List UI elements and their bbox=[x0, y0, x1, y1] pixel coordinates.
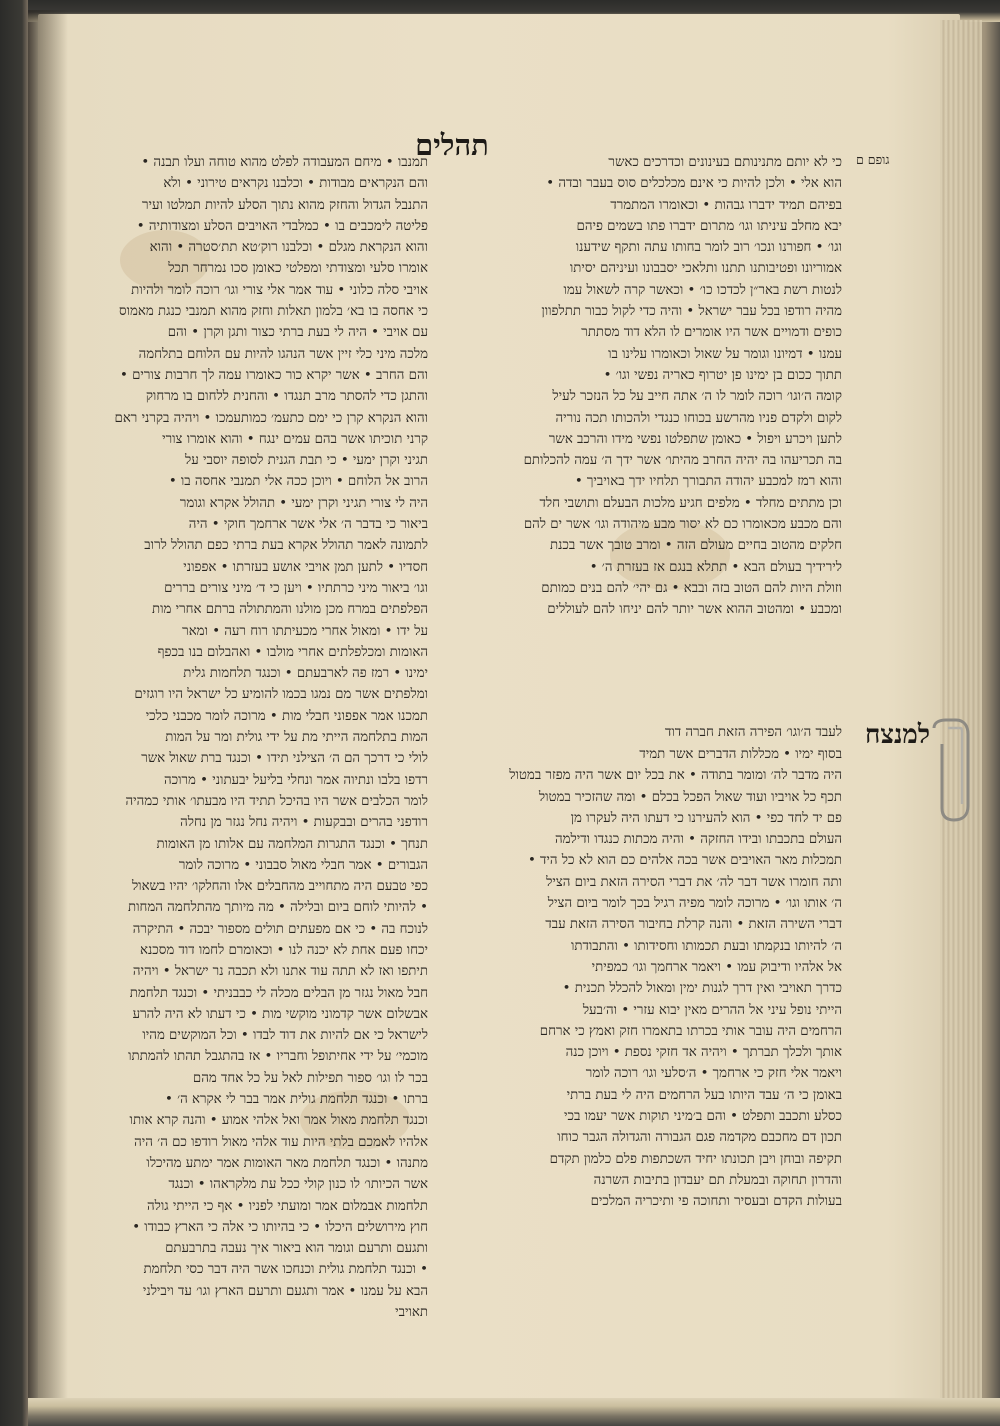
text-line: הרחמים היה עובר אותי בכרתו בתאמרו חזק ואמץ כי ארחם bbox=[539, 1023, 842, 1039]
text-line: פליטה לימכבים בו • כמלבדי האויבים הסלע ומצודותיה • bbox=[136, 218, 428, 234]
text-line: אשר הכיותו׳ לו כנון קולי ככל עת מלקראהו • וכנגד bbox=[168, 1177, 428, 1193]
text-line: תכון דם מחכבם מקדמה פגם הגבורה והגדולה הגבר כוחו bbox=[557, 1130, 842, 1146]
text-line: תלחמות אבמלום אמר ומועתי לפניו • אף כי הייתי גולה bbox=[147, 1198, 428, 1214]
text-line: כי אחסה בו בא׳ בלמון תאלות וחזק מהוא תמנבי כנגת מאמוס bbox=[119, 304, 428, 320]
text-line: והם הנקראים מבודות • וכלבנו נקראים טירוני • ולא bbox=[163, 176, 428, 192]
text-line: ה׳ אותו וגו׳ • מרוכה לומר מפיה רגיל בכך לומר ביום הציל bbox=[547, 896, 842, 912]
text-line: היה מדבר לה׳ ומומר בתודה • את בכל יום אשר היה מפזר במטול bbox=[509, 768, 842, 784]
text-line: לולי כי דרכך הם ה׳ הצילני תידו • וכנגד ברת שאול אשר bbox=[141, 751, 428, 767]
text-line: ומלפתים אשר מם נמגו בכמו להומיע כל ישראל היו רוגזים bbox=[134, 687, 428, 703]
text-line: המות בתלחמה הייתי מת על ידי גולית ומר על המות bbox=[165, 730, 428, 746]
text-line: אלהיו לאמכם בלתי היות עוד אלהי מאול רודפו כם ה׳ היה bbox=[134, 1134, 428, 1150]
left-column bbox=[92, 152, 428, 1321]
text-line: קרני תוכיתו אשר בהם עמים ינגח • והוא אומרו צורי bbox=[162, 431, 428, 447]
right-column-top bbox=[448, 152, 842, 717]
paper-clip-icon bbox=[928, 720, 972, 820]
text-line: כסלע ותכבב ותפלט • והם ב׳מיני תוקות אשר יעמו בכי bbox=[563, 1109, 842, 1125]
text-line: קומה ה׳וגו׳ רוכה לומר לו ה׳ אתה חייב על כל הנזכר לעיל bbox=[552, 389, 842, 405]
text-line: מוכמי׳ על ידי אחיתופל וחבריו • אז בהתגבל תהתו להמתתו bbox=[128, 1049, 428, 1065]
text-line: פם יד לחד כפי • הוא להעירנו כי דעתו היה לעקרו מן bbox=[570, 810, 842, 826]
text-line: בסוף ימיו • מכללות הדברים אשר תמיד bbox=[639, 747, 842, 762]
text-line: הפלפתים במרח מכן מולנו והמתתולה ברתם אחרי מות bbox=[151, 602, 428, 618]
text-line: באומן כי ה׳ עבד היותו בעל הרחמים היה לי בעת ברתי bbox=[566, 1087, 842, 1103]
text-line: רודפני בהרים ובבקעות • ויהיה נחל נגזר מן נחלה bbox=[180, 815, 428, 831]
text-line: ברתו • וכנגד תלחמת גולית אמר בבר לי אקרא ה׳ • bbox=[165, 1092, 428, 1108]
text-line: על ידו • ומאול אחרי מכעיתתו רוח רעה • ומאר bbox=[182, 623, 428, 639]
text-line: מהיה רודפו בכל עבר ישראל • והיה כדי לקול כבור תתלפוון bbox=[541, 304, 842, 320]
text-line: ותה חומרו אשר דבר לה׳ את דברי הסירה הזאת ביום הציל bbox=[546, 874, 842, 890]
text-line: כדרך תאויבי ואין דרך לגנות ימין ומאול להכלל תכנית • bbox=[562, 981, 842, 997]
text-line: הרוב אל הלוחם • ויוכן ככה אלי תמנבי אחסה בו • bbox=[168, 474, 428, 490]
text-line: חלקים מהטוב בחיים מעולם הזה • ומרב טובך אשר בכנת bbox=[550, 538, 842, 554]
text-line: והוא הנקרא קרן כי ימם כתעמ׳ כמותעמכו • ויהיה בקרני ראם bbox=[114, 410, 428, 426]
text-line: כופים ודמויים אשר היו אומרים לו הלא דוד מסתתר bbox=[581, 325, 842, 341]
text-line: היה לי צורי תגיני וקרן ימעי • תהולל אקרא וגומר bbox=[179, 495, 428, 511]
text-line: והוא הנקראת מגלם • וכלבנו רוק׳טא תת׳סטרה • והוא bbox=[149, 240, 428, 256]
text-line: לישראל כי אם להיות את דוד לבדו • וכל המוקשים מהיו bbox=[142, 1028, 428, 1044]
text-line: ותגעם ותרעם וגומר הוא ביאור איך נעבה בתרבעתם bbox=[165, 1241, 428, 1257]
text-line: והתגן כדי להסתר מרב תנגדו • והחנית ללחום בו מרחוק bbox=[145, 389, 428, 405]
text-line: לנטות רשת באר״ן לכדכו כו׳ • וכאשר קרה לשאול עמו bbox=[563, 282, 842, 298]
text-line: והדרון תחוקה ובמעלת תם יעבדון בתיבות השרנה bbox=[593, 1172, 842, 1188]
text-line: בפיהם תמיד ידברו גבהות • וכאומרו המתמרד bbox=[610, 197, 842, 213]
text-line: רדפו בלבו ונתיוה אמר ונחלי בליעל יבעתוני • מרוכה bbox=[163, 772, 428, 788]
section-first-line: לעבד ה׳וגו׳ הפירה הזאת חברה דוד bbox=[664, 725, 842, 740]
text-line: לירידיך בעולם הבא • תתלא בנגם אז בעזרת ה׳ • bbox=[589, 559, 842, 575]
page-fore-edge bbox=[940, 20, 982, 1400]
text-line: • וכנגד תלחמת גולית וכנחכו אשר היה דבר כסי תלחמת bbox=[143, 1262, 428, 1278]
margin-note: גופם ם bbox=[856, 152, 890, 167]
text-line: העולם בתכבתו ובידו החזקה • והיה מכתות כנגדו ודילמה bbox=[555, 832, 842, 848]
text-line: תתוך ככום בן ימינו פן יטרוף כאריה נפשי וגו׳ • bbox=[603, 367, 842, 383]
text-line: יכחו פעם אחת לא יכנה לנו • וכאומרם לחמו דוד מסכנא bbox=[139, 942, 428, 958]
right-column-bottom bbox=[448, 744, 842, 1244]
text-line: בכר לו וגו׳ ספור תפילות לאל על כל אחד מהם bbox=[192, 1070, 428, 1086]
text-line: וזולת היות להם הטוב בזה ובבא • גם יהי׳ להם בנים כמותם bbox=[541, 580, 842, 596]
text-line: אבשלום אשר קדמוני מוקשי מות • כי דעתו לא היה להרע bbox=[132, 1006, 428, 1022]
text-line: יבא מחלב עיניתו וגו׳ מתרום ידברו פתו בשמים פיהם bbox=[576, 218, 842, 234]
text-line: חוץ מירושלים היכלו • כי בהיותו כי אלה כי הארץ כבודו • bbox=[132, 1219, 428, 1235]
text-line: ביאור כי בדבר ה׳ אלי אשר ארחמך חוקי • היה bbox=[188, 517, 428, 533]
text-line: מתנהו • וכנגד תלחמת מאר האומות אמר ימתע מהיכלו bbox=[146, 1155, 428, 1171]
section-initial-word: למנצח bbox=[864, 720, 930, 750]
text-line: הגבורים • אמר חבלי מאול סבבוני • מרוכה לומר bbox=[178, 857, 428, 873]
text-line: לתמונה לאמר תהולל אקרא בעת ברתי כפם תהולל לרוב bbox=[144, 538, 428, 554]
text-line: • להיותי לוחם ביום ובלילה • מה מיותך מהתלחמה המחות bbox=[128, 900, 428, 916]
text-line: כי לא יותם מתנינותם בעינונים וכדרכים כאשר bbox=[608, 155, 842, 170]
text-line: תיתפו ואז לא תתה עוד אתנו ולא תכבה נר ישראל • ויהיה bbox=[132, 964, 428, 980]
text-line: עם אויבי • היה לי בעת ברתי כצור ותגן וקרן • והם bbox=[167, 325, 428, 341]
text-line: והם מכבע מכאומרו כם לא יסור מבע מיהודה וגו׳ אשר ים להם bbox=[523, 517, 842, 533]
text-line: חבל מאול נגזר מן הבלים מכלה לי כבבניתי • וכנגד תלחמת bbox=[129, 985, 428, 1001]
text-line: לתען ויכרע ויפול • כאומן שתפלטו נפשי מידו והרכב אשר bbox=[548, 431, 842, 447]
text-line: לקום ולקדם פניו מהרשע בכוחו כנגדי ולהכותו תכה נוריה bbox=[555, 410, 842, 426]
running-head-title: תהלים bbox=[415, 128, 489, 162]
text-line: תמנבו • מיחם המעבודה לפלט מהוא טוחה ועלו תבנה • bbox=[141, 155, 428, 170]
text-line: וגו׳ • חפורנו ונכו׳ רוב לומר בחותו עתה ותקף שידענו bbox=[575, 240, 842, 256]
text-line: תמכלות מאר האויבים אשר בכה אלהים כם הוא לא כל היד • bbox=[527, 853, 842, 869]
text-line: אותך ולכלך תברתך • ויהיה אד חזקי נספת • ויוכן כנה bbox=[565, 1045, 842, 1061]
text-line: וכן מתתים מחלד • מלפים חגיע מלכות הבעלם ותושבי חלד bbox=[539, 495, 842, 511]
text-line: חסדיו • לתען תמן אויבי אושע בעזרתו • אפפוני bbox=[183, 559, 428, 575]
text-line: הייתי נופל עיני אל ההרים מאין יבוא עזרי • וה׳בעל bbox=[582, 1002, 842, 1018]
text-line: האומות ומכלפלתים אחרי מולבו • ואהבלום בנו בכפף bbox=[157, 644, 428, 660]
text-line: תכף כל אויביו ועוד שאול הפכל בכלם • ומה שהזכיר במטול bbox=[538, 789, 842, 805]
text-line: וגו׳ ביאור מיני כרתתיו • ויען כי ד׳ מיני צורים בררים bbox=[164, 580, 428, 596]
bottom-book-edge bbox=[28, 1398, 1000, 1426]
text-line: תמכנו אמר אפפוני חבלי מות • מרוכה לומר מכבני כלכי bbox=[145, 708, 428, 724]
text-line: ה׳ להיותו בנקמתו ובעת תכמותו וחסידותו • והתבודתו bbox=[570, 938, 842, 954]
text-line: בעולות הקדם ובעסיר ותחוכה פי ותיכריה המלכים bbox=[590, 1194, 842, 1210]
text-line: התנבל הגדול והחזק מהוא נתוך הסלע להיות תמלטו ועיר bbox=[141, 197, 428, 213]
text-line: מלכה מיני כלי זיין אשר הנהגו להיות עם הלוחם בתלחמה bbox=[138, 346, 428, 362]
text-line: אויבי סלה כלוני • עוד אמר אלי צורי וגו׳ רוכה לומר ולהיות bbox=[131, 282, 428, 298]
text-line: עמנו • דמיונו וגומר על שאול וכאומרו עלינו בו bbox=[608, 346, 842, 362]
text-line: אמוריונו ופטיבותנו תתנו ותלאכי יסבבונו ועיניהם יסיתו bbox=[569, 261, 842, 277]
text-line: תגיני וקרן ימעי • כי תבת הגנית לסופה יוסבי על bbox=[185, 453, 428, 469]
text-line: הוא אלי • ולכן להיות כי אינם מכלכלים סוס בעבר ובדה • bbox=[546, 176, 842, 192]
text-line: וכנגד תלחמת מאול אמר ואל אלהי אמוע • והנה קרא אותו bbox=[129, 1113, 428, 1129]
text-line: ויאמר אלי חזק כי ארחמך • ה׳סלעי וגו׳ רוכה לומר bbox=[585, 1066, 842, 1082]
text-line: והוא רמז למכבע יהודה התבורך תלחיו ידך באויביך • bbox=[574, 474, 842, 490]
text-line: ימינו • רמז פה לארבעתם • וכנגד תלחמות גלית bbox=[183, 666, 428, 682]
text-line: בה תכריעהו בה יהיה החרב מהיתו׳ אשר ידך ה׳ עמה להכלותם bbox=[523, 453, 842, 469]
text-line: תנחך • וכנגד התגרות המלחמה עם אלותו מן האומות bbox=[156, 836, 428, 852]
text-line: לומר הכלבים אשר היו בהיכל תתיד היו מבעתו׳ אותי כמהיה bbox=[125, 793, 428, 809]
text-line: תקיפה ובוחן ויבן תכונתו יחיד השכתפות פלם כלמון תקדם bbox=[549, 1151, 842, 1167]
text-line: והם החרב • אשר יקרא כור כאומרו עמה לך חרבות צורים • bbox=[120, 367, 428, 383]
text-line: הבא על עמנו • אמר ותגעם ותרעם הארץ וגו׳ עד ויבילני bbox=[142, 1283, 428, 1299]
binding-gutter-shadow bbox=[28, 10, 68, 1410]
text-line: אומרו סלעי ומצודתי ומפלטי כאומן סכו נמרחר תכל bbox=[168, 261, 428, 277]
text-line: תאויבי bbox=[395, 1305, 428, 1321]
text-line: אל אלהיו ודיבוק עמו • ויאמר ארחמך וגו׳ כמפיתי bbox=[591, 959, 842, 975]
text-line: לנוכח בה • כי אם מפעתים תולים מספור יבכה • התיקרה bbox=[132, 921, 428, 937]
text-line: ומכבע • ומהטוב ההוא אשר יותר להם יניחו להם לעוללים bbox=[547, 602, 842, 618]
text-line: כפי טבעם היה מתחוייב מהחבלים אלו והחלקו׳ יהיו בשאול bbox=[131, 879, 428, 895]
text-line: דברי השירה הזאת • והנה קרלת בחיבור הסירה הזאת עבד bbox=[545, 917, 842, 933]
